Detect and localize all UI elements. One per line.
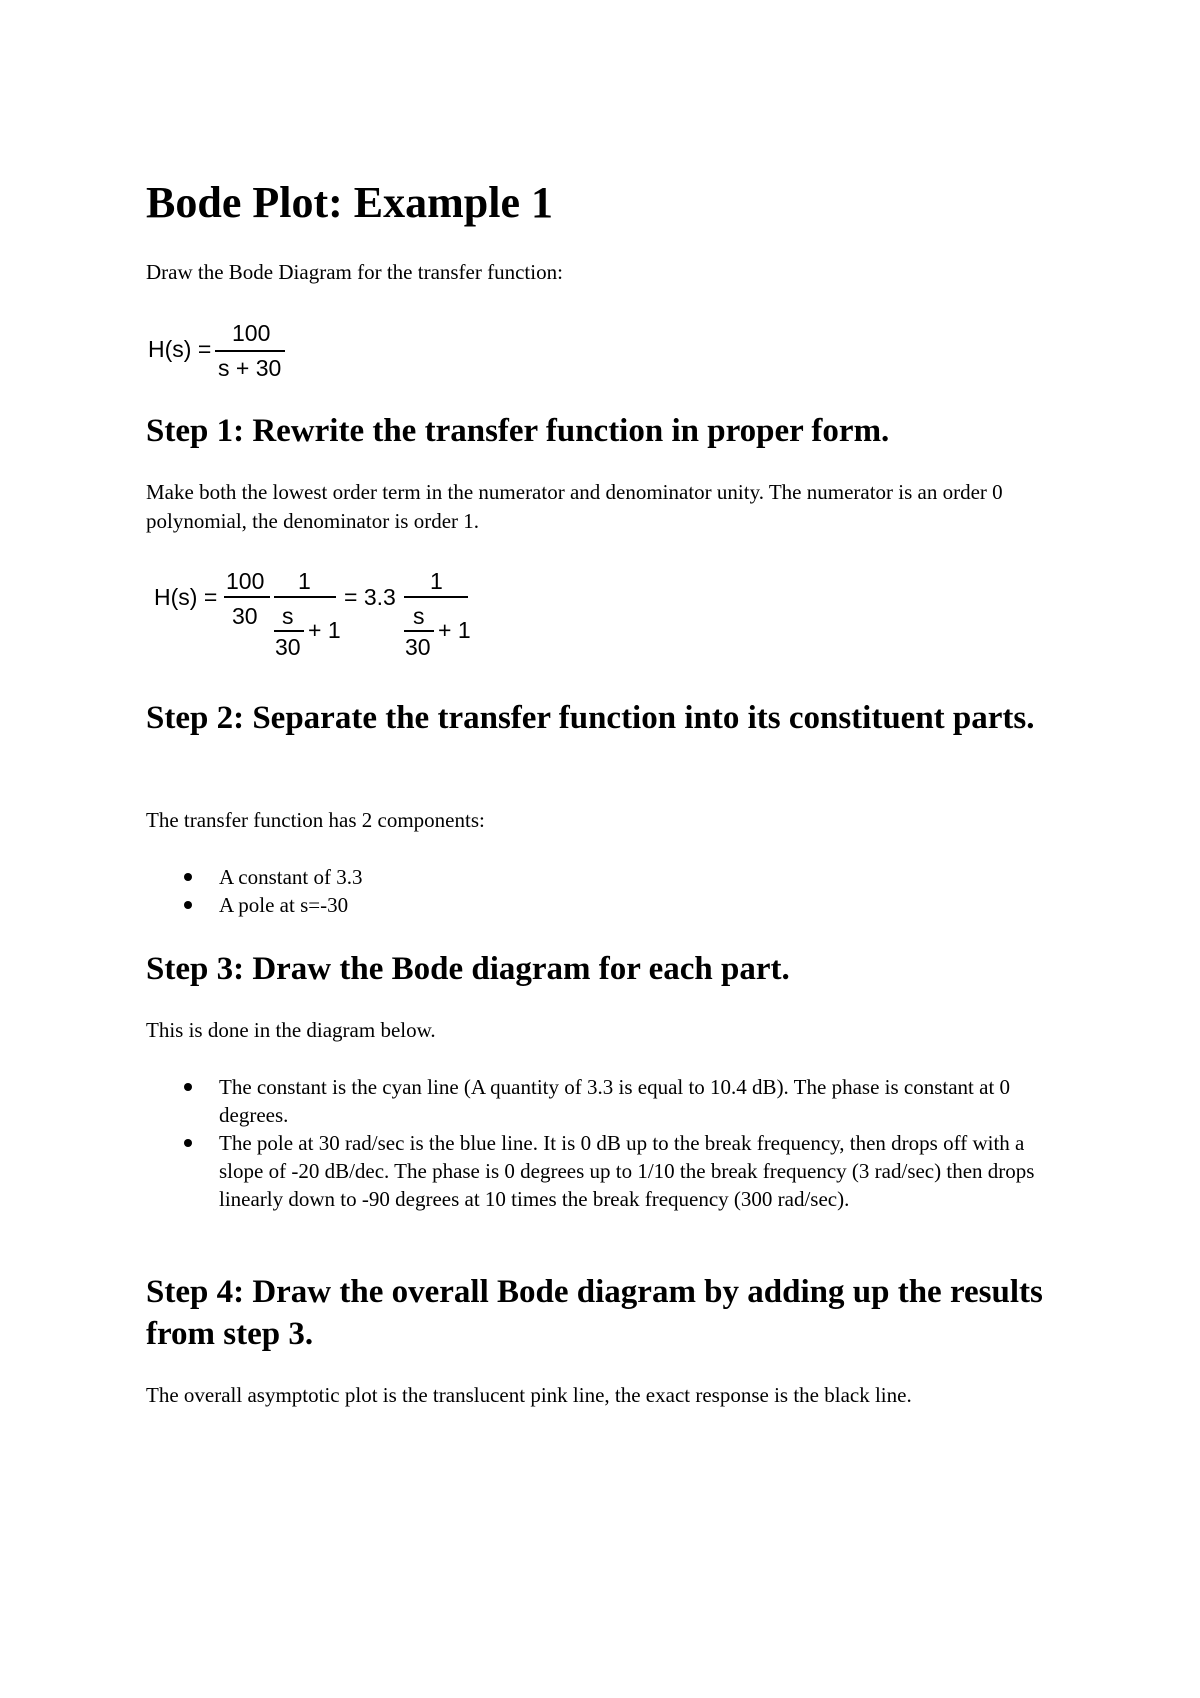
eq2-s-numerator: s [282, 603, 294, 629]
bullet-icon [184, 1139, 192, 1147]
page-title: Bode Plot: Example 1 [146, 178, 553, 227]
step1-text: Make both the lowest order term in the numerator and denominator unity. The numerator is an order 0 polynomial, the denominator is order 1. [146, 480, 1003, 533]
eq2-frac1-numerator: 100 [226, 568, 265, 594]
list-item: The constant is the cyan line (A quantity of 3.3 is equal to 10.4 dB). The phase is constant at 0 degrees. [146, 1073, 1066, 1129]
eq2-lhs: H(s) = [154, 584, 218, 610]
step3-list [146, 1073, 1066, 1213]
eq2-equals-const: = 3.3 [344, 584, 396, 610]
step4-heading: Step 4: Draw the overall Bode diagram by adding up the results from step 3. [146, 1274, 1043, 1352]
bullet-icon [184, 901, 192, 909]
intro-text: Draw the Bode Diagram for the transfer function: [146, 260, 563, 284]
eq2-s-bar [274, 630, 304, 632]
eq1-denominator: s + 30 [218, 355, 282, 381]
step2-list [146, 863, 1066, 919]
step3-text: This is done in the diagram below. [146, 1018, 436, 1042]
eq2-s-denominator: 30 [275, 634, 301, 660]
step2-heading: Step 2: Separate the transfer function into its constituent parts. [146, 700, 1035, 736]
eq2-frac3-bar [404, 596, 468, 598]
step3-heading: Step 3: Draw the Bode diagram for each part. [146, 951, 790, 987]
eq2-frac1-bar [224, 596, 270, 598]
list-item: The pole at 30 rad/sec is the blue line. It is 0 dB up to the break frequency, then drops off with a slope of -20 dB/dec. The phase is 0 degrees up to 1/10 the break frequency (3 rad/sec) then drops linearly down to -90 degrees at 10 times the break frequency (300 rad/sec). [146, 1129, 1066, 1213]
list-item: A pole at s=-30 [146, 891, 1066, 919]
eq1-lhs: H(s) = [148, 336, 212, 362]
step4-text: The overall asymptotic plot is the translucent pink line, the exact response is the black line. [146, 1383, 912, 1407]
eq2-frac2-bar [274, 596, 336, 598]
eq1-fraction-bar [215, 350, 285, 352]
eq2-s2-denominator: 30 [405, 634, 431, 660]
bullet-icon [184, 873, 192, 881]
eq2-plus-one-2: + 1 [438, 617, 471, 643]
step2-text: The transfer function has 2 components: [146, 808, 485, 832]
eq2-frac2-numerator: 1 [298, 568, 311, 594]
step1-heading: Step 1: Rewrite the transfer function in proper form. [146, 413, 890, 449]
eq1-numerator: 100 [232, 320, 271, 346]
eq2-frac3-numerator: 1 [430, 568, 443, 594]
bullet-icon [184, 1083, 192, 1091]
eq2-s2-bar [404, 630, 434, 632]
eq2-s2-numerator: s [413, 603, 425, 629]
eq2-frac1-denominator: 30 [232, 603, 258, 629]
list-item: A constant of 3.3 [146, 863, 1066, 891]
eq2-plus-one: + 1 [308, 617, 341, 643]
